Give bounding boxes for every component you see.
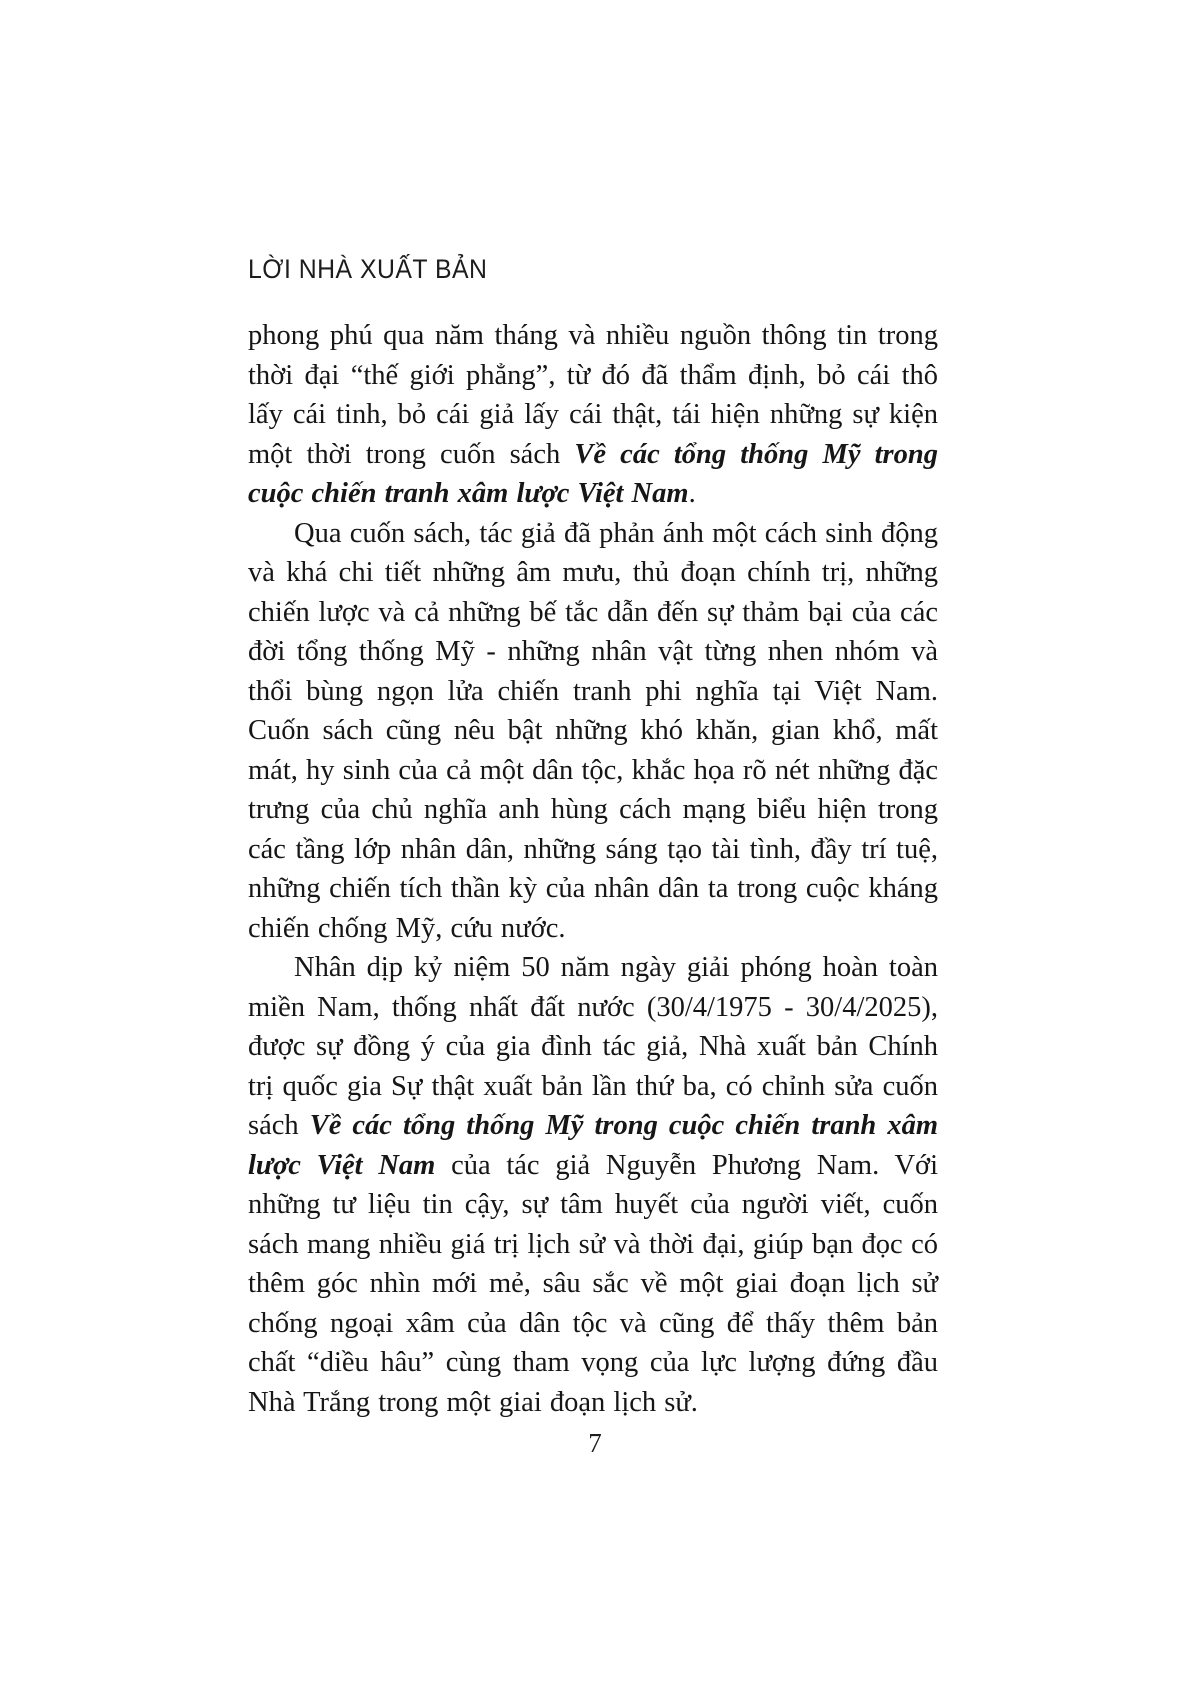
book-title-emphasis: Về các tổng thống Mỹ trong cuộc chiến tranh xâm lược Việt Nam [248, 438, 938, 509]
paragraph [248, 316, 938, 514]
body-paragraphs [248, 316, 938, 1422]
body-text: . [688, 478, 696, 509]
body-text: của tác giả Nguyễn Phương Nam. Với những tư liệu tin cậy, sự tâm huyết của người viết, cuốn sách mang nhiều giá trị lịch sử và thời đại, giúp bạn đọc có thêm góc nhìn mới mẻ, sâu sắc về một giai đoạn lịch sử chống ngoại xâm của dân tộc và cũng để thấy thêm bản chất “diều hâu” cùng tham vọng của lực lượng đứng đầu Nhà Trắng trong một giai đoạn lịch sử. [248, 1149, 939, 1418]
running-header: LỜI NHÀ XUẤT BẢN [248, 254, 488, 284]
body-text: Nhân dịp kỷ niệm 50 năm ngày giải phóng hoàn toàn miền Nam, thống nhất đất nước (30/4/1975 - 30/4/2025), được sự đồng ý của gia đình tác giả, Nhà xuất bản Chính trị quốc gia Sự thật xuất bản lần thứ ba, có chỉnh sửa cuốn sách [248, 952, 938, 1141]
body-text: Qua cuốn sách, tác giả đã phản ánh một cách sinh động và khá chi tiết những âm mưu, thủ đoạn chính trị, những chiến lược và cả những bế tắc dẫn đến sự thảm bại của các đời tổng thống Mỹ - những nhân vật từng nhen nhóm và thổi bùng ngọn lửa chiến tranh phi nghĩa tại Việt Nam. Cuốn sách cũng nêu bật những khó khăn, gian khổ, mất mát, hy sinh của cả một dân tộc, khắc họa rõ nét những đặc trưng của chủ nghĩa anh hùng cách mạng biểu hiện trong các tầng lớp nhân dân, những sáng tạo tài tình, đầy trí tuệ, những chiến tích thần kỳ của nhân dân ta trong cuộc kháng chiến chống Mỹ, cứu nước. [248, 517, 938, 944]
paragraph [248, 948, 938, 1422]
book-title-emphasis: Về các tổng thống Mỹ trong cuộc chiến tranh xâm lược Việt Nam [248, 1110, 938, 1181]
body-text: phong phú qua năm tháng và nhiều nguồn thông tin trong thời đại “thế giới phẳng”, từ đó đã thẩm định, bỏ cái thô lấy cái tinh, bỏ cái giả lấy cái thật, tái hiện những sự kiện một thời trong cuốn sách [248, 320, 938, 470]
page-number: 7 [588, 1428, 602, 1458]
paragraph [248, 514, 938, 949]
